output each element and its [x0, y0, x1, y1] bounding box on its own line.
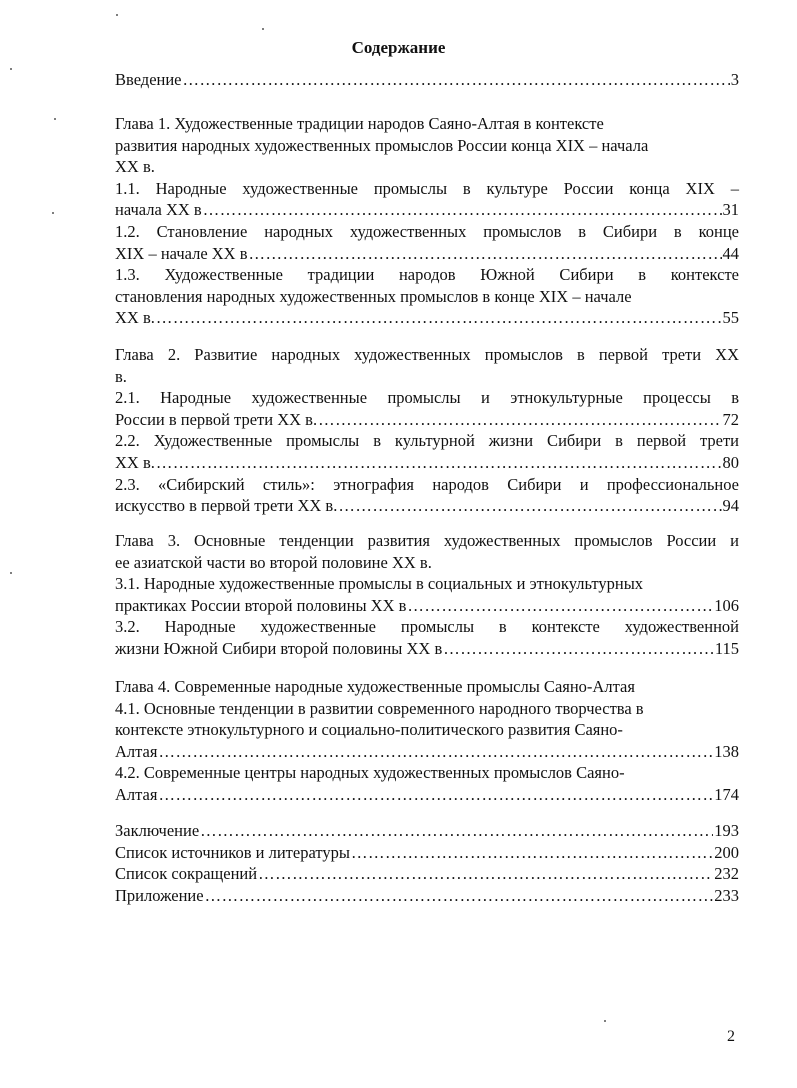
toc-page: 232	[714, 864, 739, 884]
scan-speck	[10, 68, 12, 70]
toc-intro	[115, 69, 739, 91]
toc-label: Список сокращений	[115, 864, 258, 884]
toc-entry-2-3	[115, 495, 739, 517]
scan-speck	[10, 572, 12, 574]
scan-speck	[262, 28, 264, 30]
section-line: 2.3. «Сибирский стиль»: этнография народов Сибири и профессиональное	[115, 474, 739, 494]
chapter-heading-line: Глава 4. Современные народные художественные промыслы Саяно-Алтая	[115, 677, 635, 696]
toc-label: искусство в первой трети XX в.	[115, 496, 338, 516]
toc-label: Заключение	[115, 821, 200, 840]
toc-page: 115	[714, 638, 739, 658]
toc-entry-4-1	[115, 741, 739, 763]
toc-label: практиках России второй половины XX в	[115, 595, 407, 615]
toc-chapter-2	[115, 344, 739, 517]
toc-page: 94	[722, 496, 739, 516]
toc-page: 106	[714, 595, 739, 615]
toc-page: 72	[722, 409, 739, 429]
toc-entry-sources	[115, 842, 739, 864]
section-line: становления народных художественных промыслов в конце XIX – начале	[115, 286, 632, 306]
toc-end-matter	[115, 820, 739, 906]
toc-page: 80	[722, 452, 739, 472]
page-title: Содержание	[351, 38, 446, 57]
page-number: 2	[727, 1028, 735, 1045]
toc-entry-conclusion	[115, 820, 739, 842]
section-line: 4.1. Основные тенденции в развитии современного народного творчества в	[115, 698, 644, 718]
toc-label: Алтая	[115, 741, 158, 761]
section-line: 3.1. Народные художественные промыслы в социальных и этнокультурных	[115, 574, 644, 594]
toc-label: Приложение	[115, 885, 204, 905]
toc-label: Список источников и литературы	[115, 842, 350, 862]
toc-label: XX в.	[115, 308, 155, 328]
toc-page: 55	[722, 308, 739, 328]
chapter-heading-line: XX в.	[115, 157, 155, 177]
toc-chapter-3	[115, 530, 739, 660]
toc-entry-abbreviations	[115, 863, 739, 885]
section-line: 2.1. Народные художественные промыслы и этнокультурные процессы в	[115, 388, 739, 408]
chapter-heading-line: развития народных художественных промыслов России конца XIX – начала	[115, 135, 649, 155]
toc-entry-4-2	[115, 784, 739, 806]
toc-page: 44	[722, 243, 739, 263]
toc-label: России в первой трети XX в.	[115, 409, 318, 429]
toc-chapter-1	[115, 113, 739, 329]
chapter-heading-line: Глава 2. Развитие народных художественных промыслов в первой трети XX	[115, 345, 739, 364]
toc-entry-3-1	[115, 595, 739, 617]
toc-entry-2-2	[115, 452, 739, 474]
section-line: 1.1. Народные художественные промыслы в культуре России конца XIX –	[115, 178, 739, 198]
scan-speck	[52, 212, 54, 214]
toc-chapter-4	[115, 676, 739, 806]
toc-entry-1-2	[115, 243, 739, 265]
toc-label: XX в.	[115, 452, 155, 472]
section-line: 1.2. Становление народных художественных промыслов в Сибири в конце	[115, 221, 739, 241]
toc-label: Алтая	[115, 784, 158, 804]
toc-label: начала XX в	[115, 200, 202, 220]
section-line: контексте этнокультурного и социально-политического развития Саяно-	[115, 720, 623, 740]
chapter-heading-line: Глава 1. Художественные традиции народов Саяно-Алтая в контексте	[115, 114, 604, 133]
toc-label: жизни Южной Сибири второй половины XX в	[115, 638, 443, 658]
toc-entry-3-2	[115, 638, 739, 660]
toc-entry-1-1	[115, 199, 739, 221]
chapter-heading-line: в.	[115, 366, 127, 386]
scan-speck	[604, 1020, 606, 1022]
section-line: 3.2. Народные художественные промыслы в контексте художественной	[115, 617, 739, 637]
toc-label: Введение	[115, 70, 182, 89]
chapter-heading-line: ее азиатской части во второй половине XX в.	[115, 552, 432, 572]
toc-page: 3	[730, 70, 739, 89]
section-line: 2.2. Художественные промыслы в культурной жизни Сибири в первой трети	[115, 431, 739, 451]
toc-page: 174	[714, 784, 739, 804]
scan-speck	[116, 14, 118, 16]
scan-speck	[54, 118, 56, 120]
toc-page: 200	[714, 842, 739, 862]
toc-entry-2-1	[115, 409, 739, 431]
toc-page: 31	[722, 200, 739, 220]
toc-label: XIX – начале XX в	[115, 243, 248, 263]
section-line: 4.2. Современные центры народных художественных промыслов Саяно-	[115, 763, 625, 783]
toc-page: 193	[714, 821, 739, 840]
toc-entry-appendix	[115, 885, 739, 907]
section-line: 1.3. Художественные традиции народов Южной Сибири в контексте	[115, 265, 739, 285]
toc-page: 233	[714, 885, 739, 905]
toc-page: 138	[714, 741, 739, 761]
toc-entry-1-3	[115, 307, 739, 329]
chapter-heading-line: Глава 3. Основные тенденции развития художественных промыслов России и	[115, 531, 739, 550]
